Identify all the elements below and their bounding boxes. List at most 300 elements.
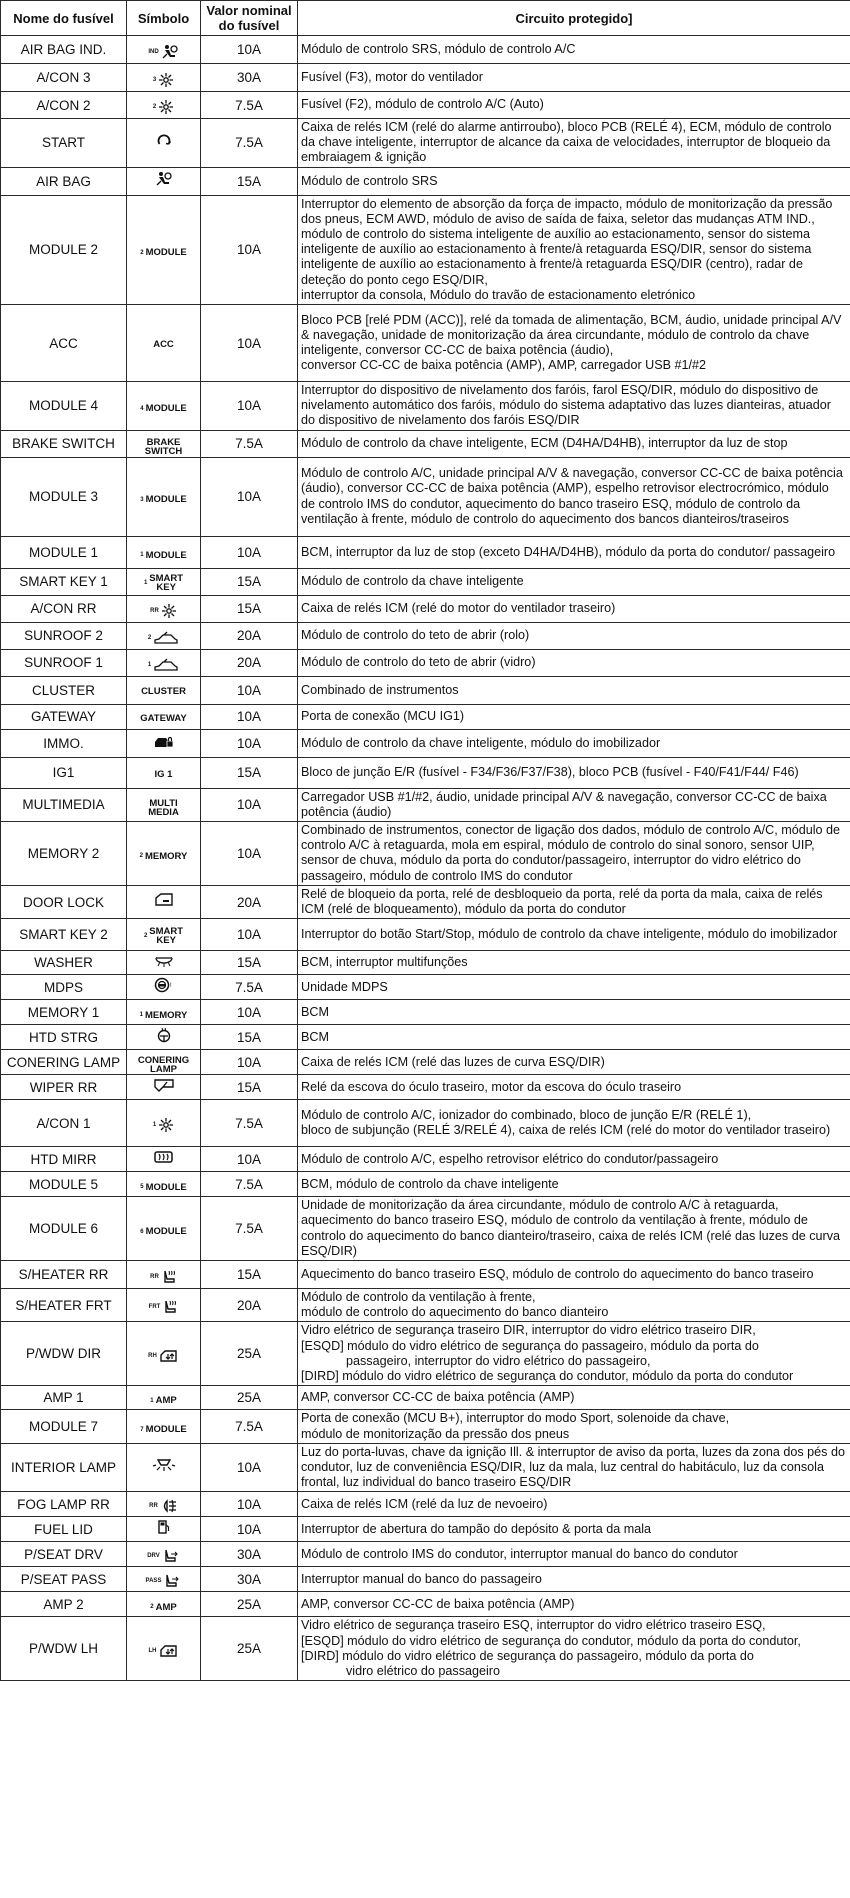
protected-circuit bbox=[298, 1100, 850, 1147]
protected-circuit bbox=[298, 951, 850, 975]
fuse-rating: 10A bbox=[201, 676, 298, 704]
fuse-symbol bbox=[127, 195, 201, 304]
fuse-rating: 15A bbox=[201, 595, 298, 622]
protected-circuit bbox=[298, 885, 850, 918]
circuit-line: Interruptor do botão Start/Stop, módulo de controlo da chave inteligente, módulo do imobilizador bbox=[301, 927, 838, 942]
symbol-superscript: 1 bbox=[147, 661, 152, 668]
symbol-superscript: 7 bbox=[140, 1426, 144, 1433]
symbol-label: MODULE bbox=[145, 1226, 187, 1238]
circuit-line: BCM, módulo de controlo da chave inteligente bbox=[301, 1176, 559, 1191]
circuit-line: Módulo de controlo do teto de abrir (vidro) bbox=[301, 655, 536, 670]
fuse-symbol bbox=[127, 382, 201, 431]
power-window-icon bbox=[159, 1348, 179, 1364]
fuse-symbol bbox=[127, 729, 201, 757]
symbol-superscript: 5 bbox=[140, 1184, 144, 1191]
fuse-rating: 25A bbox=[201, 1592, 298, 1617]
table-row bbox=[1, 1075, 850, 1100]
circuit-line: Unidade de monitorização da área circundante, módulo de controlo A/C à retaguarda, aquecimento do banco traseiro ESQ, módulo de controlo da ventilação à frente, módulo de controlo do aquecimento do banco dianteiro/traseiro, caixa de relés ICM (relé das luzes de curva ESQ/DIR) bbox=[301, 1198, 841, 1258]
protected-circuit bbox=[298, 382, 850, 431]
fuse-name: MODULE 4 bbox=[1, 382, 127, 431]
fuse-rating: 15A bbox=[201, 1075, 298, 1100]
circuit-line: Relé da escova do óculo traseiro, motor da escova do óculo traseiro bbox=[301, 1079, 682, 1094]
fuse-name: MODULE 6 bbox=[1, 1197, 127, 1261]
sunroof-icon bbox=[153, 657, 179, 673]
airbag-indicator-icon bbox=[161, 44, 179, 60]
fuse-symbol bbox=[127, 788, 201, 821]
fuse-symbol bbox=[127, 1100, 201, 1147]
table-row bbox=[1, 1617, 850, 1681]
fuse-symbol bbox=[127, 1322, 201, 1386]
fuse-name: SUNROOF 2 bbox=[1, 622, 127, 649]
fuse-name: START bbox=[1, 119, 127, 168]
symbol-superscript: RR bbox=[150, 1273, 159, 1280]
symbol-label: AMP bbox=[155, 1601, 177, 1613]
symbol-label: SMART KEY bbox=[149, 573, 184, 594]
fuse-rating: 7.5A bbox=[201, 975, 298, 1000]
circuit-line: Módulo de controlo da chave inteligente bbox=[301, 574, 524, 589]
symbol-superscript: LH bbox=[148, 1647, 157, 1654]
fuse-rating: 10A bbox=[201, 704, 298, 729]
protected-circuit bbox=[298, 1567, 850, 1592]
fuse-name: A/CON 1 bbox=[1, 1100, 127, 1147]
symbol-superscript: 2 bbox=[147, 634, 152, 641]
fan-icon bbox=[161, 603, 177, 619]
circuit-line: Porta de conexão (MCU IG1) bbox=[301, 709, 465, 724]
fuse-symbol bbox=[127, 595, 201, 622]
protected-circuit bbox=[298, 788, 850, 821]
sunroof-icon bbox=[153, 630, 179, 646]
fuse-symbol bbox=[127, 92, 201, 119]
table-row bbox=[1, 457, 850, 536]
fuse-rating: 10A bbox=[201, 195, 298, 304]
seat-heater-icon bbox=[161, 1269, 177, 1285]
fuse-rating: 15A bbox=[201, 1025, 298, 1050]
fuse-rating: 10A bbox=[201, 305, 298, 382]
table-row bbox=[1, 1172, 850, 1197]
circuit-line: Vidro elétrico de segurança traseiro DIR, interruptor do vidro elétrico traseiro DIR, bbox=[301, 1323, 756, 1338]
fuse-symbol bbox=[127, 64, 201, 92]
symbol-label: ACC bbox=[153, 339, 174, 351]
circuit-line: Interruptor do dispositivo de nivelamento dos faróis, farol ESQ/DIR, módulo do dispositivo de nivelamento automático dos faróis, módulo do sistema adaptativo das luzes dianteiras, atuador do dispositivo de nivelamento dos faróis ESQ/DIR bbox=[301, 383, 831, 428]
protected-circuit bbox=[298, 595, 850, 622]
table-row bbox=[1, 1100, 850, 1147]
fuse-symbol bbox=[127, 676, 201, 704]
fuse-rating: 30A bbox=[201, 1567, 298, 1592]
symbol-superscript: 6 bbox=[140, 1228, 144, 1235]
fuse-symbol bbox=[127, 430, 201, 457]
fuse-name: MODULE 2 bbox=[1, 195, 127, 304]
start-icon bbox=[156, 132, 172, 148]
fuse-symbol bbox=[127, 919, 201, 951]
protected-circuit bbox=[298, 704, 850, 729]
fuse-symbol bbox=[127, 1443, 201, 1492]
fuse-rating: 10A bbox=[201, 822, 298, 886]
fuse-rating: 7.5A bbox=[201, 1100, 298, 1147]
circuit-line: Módulo de controlo da chave inteligente, ECM (D4HA/D4HB), interruptor da luz de stop bbox=[301, 436, 788, 451]
fan-icon bbox=[158, 72, 174, 88]
fuse-name: MODULE 1 bbox=[1, 536, 127, 568]
symbol-superscript: 2 bbox=[152, 104, 157, 110]
fuse-symbol bbox=[127, 1025, 201, 1050]
circuit-line: conversor CC-CC de baixa potência (AMP), AMP, carregador USB #1/#2 bbox=[301, 358, 707, 373]
fuse-rating: 7.5A bbox=[201, 1197, 298, 1261]
symbol-superscript: 1 bbox=[139, 1012, 143, 1019]
interior-lamp-icon bbox=[152, 1457, 176, 1473]
circuit-line: Caixa de relés ICM (relé das luzes de curva ESQ/DIR) bbox=[301, 1054, 605, 1069]
circuit-line: Módulo de controlo A/C, ionizador do combinado, bloco de junção E/R (RELÉ 1), bbox=[301, 1108, 752, 1123]
table-row bbox=[1, 757, 850, 788]
table-row bbox=[1, 195, 850, 304]
fuse-name: SMART KEY 1 bbox=[1, 568, 127, 595]
symbol-superscript: RR bbox=[149, 1503, 158, 1510]
table-row bbox=[1, 382, 850, 431]
fuse-name: P/SEAT PASS bbox=[1, 1567, 127, 1592]
table-row bbox=[1, 951, 850, 975]
fuse-name: IMMO. bbox=[1, 729, 127, 757]
protected-circuit bbox=[298, 676, 850, 704]
fuse-rating: 7.5A bbox=[201, 92, 298, 119]
circuit-line: BCM, interruptor da luz de stop (exceto D4HA/D4HB), módulo da porta do condutor/ passageiro bbox=[301, 544, 836, 559]
protected-circuit bbox=[298, 1386, 850, 1410]
protected-circuit bbox=[298, 1542, 850, 1567]
fuse-rating: 20A bbox=[201, 1289, 298, 1322]
door-lock-icon bbox=[154, 892, 174, 908]
fuse-name: A/CON 2 bbox=[1, 92, 127, 119]
protected-circuit bbox=[298, 1289, 850, 1322]
table-row bbox=[1, 568, 850, 595]
fuse-name: CONERING LAMP bbox=[1, 1050, 127, 1075]
fuse-name: MODULE 7 bbox=[1, 1410, 127, 1443]
circuit-line: Módulo de controlo SRS, módulo de controlo A/C bbox=[301, 41, 576, 56]
fuse-symbol bbox=[127, 1197, 201, 1261]
fuse-symbol bbox=[127, 704, 201, 729]
fuse-rating: 10A bbox=[201, 382, 298, 431]
fuse-name: DOOR LOCK bbox=[1, 885, 127, 918]
fuse-name: CLUSTER bbox=[1, 676, 127, 704]
protected-circuit bbox=[298, 1147, 850, 1172]
fuse-symbol bbox=[127, 1386, 201, 1410]
fuse-name: MDPS bbox=[1, 975, 127, 1000]
circuit-line: BCM bbox=[301, 1029, 329, 1044]
symbol-superscript: FRT bbox=[148, 1304, 161, 1311]
table-row bbox=[1, 92, 850, 119]
table-row bbox=[1, 64, 850, 92]
symbol-label: IG 1 bbox=[154, 768, 173, 780]
circuit-line: Aquecimento do banco traseiro ESQ, módulo de controlo do aquecimento do banco traseiro bbox=[301, 1266, 814, 1281]
protected-circuit bbox=[298, 195, 850, 304]
fan-icon bbox=[158, 1117, 174, 1133]
symbol-superscript: 1 bbox=[143, 580, 148, 587]
fuse-symbol bbox=[127, 457, 201, 536]
symbol-superscript: RR bbox=[150, 607, 159, 614]
protected-circuit bbox=[298, 975, 850, 1000]
fuse-rating: 15A bbox=[201, 1261, 298, 1289]
circuit-line: Interruptor manual do banco do passageiro bbox=[301, 1571, 542, 1586]
fuse-rating: 15A bbox=[201, 757, 298, 788]
symbol-label: MEMORY bbox=[144, 1009, 188, 1021]
fuse-name: S/HEATER FRT bbox=[1, 1289, 127, 1322]
fuse-symbol bbox=[127, 167, 201, 195]
circuit-line: Módulo de controlo A/C, espelho retrovisor elétrico do condutor/passageiro bbox=[301, 1151, 719, 1166]
fuse-name: AMP 2 bbox=[1, 1592, 127, 1617]
fuse-rating: 25A bbox=[201, 1617, 298, 1681]
fuse-symbol bbox=[127, 1289, 201, 1322]
circuit-line: Módulo de controlo IMS do condutor, interruptor manual do banco do condutor bbox=[301, 1546, 738, 1561]
circuit-line: BCM bbox=[301, 1004, 329, 1019]
fuse-rating: 7.5A bbox=[201, 1172, 298, 1197]
fuse-symbol bbox=[127, 1147, 201, 1172]
fuse-name: HTD STRG bbox=[1, 1025, 127, 1050]
symbol-superscript: 1 bbox=[152, 1122, 157, 1129]
fuse-name: AIR BAG IND. bbox=[1, 36, 127, 64]
header-name: Nome do fusível bbox=[1, 1, 127, 36]
fuse-rating: 10A bbox=[201, 536, 298, 568]
table-row bbox=[1, 1197, 850, 1261]
symbol-superscript: 2 bbox=[140, 249, 144, 256]
protected-circuit bbox=[298, 568, 850, 595]
fuse-name: INTERIOR LAMP bbox=[1, 1443, 127, 1492]
protected-circuit bbox=[298, 919, 850, 951]
circuit-line: AMP, conversor CC-CC de baixa potência (AMP) bbox=[301, 1596, 575, 1611]
power-seat-icon bbox=[163, 1573, 181, 1589]
fuse-symbol bbox=[127, 1542, 201, 1567]
fuse-symbol bbox=[127, 649, 201, 676]
circuit-line: Combinado de instrumentos bbox=[301, 682, 459, 697]
fuse-name: MEMORY 2 bbox=[1, 822, 127, 886]
fuse-symbol bbox=[127, 305, 201, 382]
fuse-symbol bbox=[127, 36, 201, 64]
fuse-name: BRAKE SWITCH bbox=[1, 430, 127, 457]
fuse-rating: 25A bbox=[201, 1322, 298, 1386]
table-row bbox=[1, 649, 850, 676]
power-seat-icon bbox=[162, 1548, 180, 1564]
table-row bbox=[1, 676, 850, 704]
fuse-symbol bbox=[127, 1172, 201, 1197]
table-row bbox=[1, 1322, 850, 1386]
circuit-line: Porta de conexão (MCU B+), interruptor do modo Sport, solenoide da chave, bbox=[301, 1411, 730, 1426]
symbol-label: BRAKE SWITCH bbox=[144, 436, 183, 457]
protected-circuit bbox=[298, 1261, 850, 1289]
table-row bbox=[1, 1386, 850, 1410]
fuse-name: WIPER RR bbox=[1, 1075, 127, 1100]
header-rating: Valor nominal do fusível bbox=[201, 1, 298, 36]
symbol-label: CLUSTER bbox=[141, 686, 186, 698]
symbol-label: MODULE bbox=[145, 1424, 187, 1435]
fuse-rating: 10A bbox=[201, 1443, 298, 1492]
circuit-line: Bloco de junção E/R (fusível - F34/F36/F37/F38), bloco PCB (fusível - F40/F41/F44/ F46) bbox=[301, 765, 799, 780]
fuse-rating: 7.5A bbox=[201, 1410, 298, 1443]
fuse-name: P/SEAT DRV bbox=[1, 1542, 127, 1567]
fuse-name: AIR BAG bbox=[1, 167, 127, 195]
table-row bbox=[1, 430, 850, 457]
fuse-symbol bbox=[127, 1492, 201, 1517]
fuse-rating: 10A bbox=[201, 788, 298, 821]
protected-circuit bbox=[298, 92, 850, 119]
protected-circuit bbox=[298, 1592, 850, 1617]
power-window-icon bbox=[159, 1643, 179, 1659]
table-row bbox=[1, 822, 850, 886]
table-row bbox=[1, 1050, 850, 1075]
circuit-line: Interruptor de abertura do tampão do depósito & porta da mala bbox=[301, 1521, 652, 1536]
fuse-name: FOG LAMP RR bbox=[1, 1492, 127, 1517]
protected-circuit bbox=[298, 729, 850, 757]
fuse-rating: 30A bbox=[201, 1542, 298, 1567]
protected-circuit bbox=[298, 1410, 850, 1443]
table-row bbox=[1, 1410, 850, 1443]
protected-circuit bbox=[298, 1172, 850, 1197]
svg-text:!: ! bbox=[169, 982, 172, 989]
circuit-line: Relé de bloqueio da porta, relé de desbloqueio da porta, relé da porta da mala, caixa de relés ICM (relé de bloqueamento), módulo da porta do condutor bbox=[301, 886, 823, 917]
table-row bbox=[1, 788, 850, 821]
circuit-line: Carregador USB #1/#2, áudio, unidade principal A/V & navegação, conversor CC-CC de baixa potência (áudio) bbox=[301, 789, 827, 819]
fuse-name: MODULE 5 bbox=[1, 1172, 127, 1197]
fuse-rating: 10A bbox=[201, 1517, 298, 1542]
airbag-icon bbox=[155, 171, 173, 187]
protected-circuit bbox=[298, 1492, 850, 1517]
table-row bbox=[1, 1542, 850, 1567]
fuse-name: P/WDW LH bbox=[1, 1617, 127, 1681]
circuit-line: interruptor da consola, Módulo do travão de estacionamento eletrónico bbox=[301, 287, 696, 302]
fuse-symbol bbox=[127, 1567, 201, 1592]
washer-icon bbox=[153, 952, 175, 968]
fuel-icon bbox=[157, 1519, 171, 1535]
protected-circuit bbox=[298, 1517, 850, 1542]
table-row bbox=[1, 1261, 850, 1289]
fan-icon bbox=[158, 99, 174, 115]
fuse-rating: 20A bbox=[201, 622, 298, 649]
fuse-symbol bbox=[127, 119, 201, 168]
heated-mirror-icon bbox=[153, 1149, 175, 1165]
symbol-label: MODULE bbox=[145, 247, 187, 259]
fuse-name: SUNROOF 1 bbox=[1, 649, 127, 676]
symbol-superscript: 2 bbox=[150, 1604, 154, 1611]
symbol-superscript: IND bbox=[148, 48, 159, 55]
heated-steering-icon bbox=[156, 1027, 172, 1043]
circuit-line: [DIRD] módulo do vidro elétrico de segurança do passageiro, módulo da porta do bbox=[301, 1648, 754, 1663]
fuse-symbol bbox=[127, 536, 201, 568]
fuse-rating: 10A bbox=[201, 36, 298, 64]
circuit-line: Luz do porta-luvas, chave da ignição Ill. & interruptor de aviso da porta, luzes da zona dos pés do condutor, luz de conveniência ESQ/DIR, luz da mala, luz central do habitáculo, luz da consola frontal, luz individual do banco traseiro ESQ/DIR bbox=[301, 1444, 845, 1490]
circuit-line: Bloco PCB [relé PDM (ACC)], relé da tomada de alimentação, BCM, áudio, unidade principal A/V & navegação, unidade de monitorização da área circundante, módulo de controlo da chave inteligente, conversor CC-CC de baixa potência (áudio), bbox=[301, 312, 842, 358]
protected-circuit bbox=[298, 457, 850, 536]
protected-circuit bbox=[298, 1050, 850, 1075]
fuse-rating: 10A bbox=[201, 1147, 298, 1172]
table-row bbox=[1, 305, 850, 382]
seat-heater-icon bbox=[162, 1299, 178, 1315]
fuse-name: WASHER bbox=[1, 951, 127, 975]
protected-circuit bbox=[298, 757, 850, 788]
symbol-superscript: PASS bbox=[145, 1578, 162, 1585]
fuse-symbol bbox=[127, 951, 201, 975]
protected-circuit bbox=[298, 1025, 850, 1050]
mdps-icon bbox=[152, 977, 176, 993]
protected-circuit bbox=[298, 822, 850, 886]
fuse-rating: 25A bbox=[201, 1386, 298, 1410]
circuit-line: Caixa de relés ICM (relé do motor do ventilador traseiro) bbox=[301, 601, 616, 616]
table-row bbox=[1, 595, 850, 622]
table-row bbox=[1, 729, 850, 757]
table-row bbox=[1, 1567, 850, 1592]
fuse-symbol bbox=[127, 622, 201, 649]
symbol-superscript: DRV bbox=[147, 1553, 160, 1560]
circuit-line: AMP, conversor CC-CC de baixa potência (AMP) bbox=[301, 1390, 575, 1405]
table-row bbox=[1, 536, 850, 568]
symbol-label: GATEWAY bbox=[140, 712, 187, 724]
fuse-name: P/WDW DIR bbox=[1, 1322, 127, 1386]
symbol-label: AMP bbox=[155, 1395, 177, 1407]
circuit-line: Interruptor do elemento de absorção da força de impacto, módulo de monitorização da pressão dos pneus, ECM AWD, módulo de aviso de saída de faixa, seletor das mudanças ATM IND., módulo de controlo do sistema inteligente de auxílio ao estacionamento, sensor do sistema inteligente de auxílio ao estacionamento à frente/à retaguarda ESQ/DIR, sensor do sistema inteligente de auxílio ao estacionamento à frente/à retaguarda ESQ/DIR (centro), radar de deteção do ponto cego ESQ/DIR, bbox=[301, 196, 833, 287]
table-row bbox=[1, 1025, 850, 1050]
symbol-superscript: 4 bbox=[140, 405, 144, 412]
circuit-line: Caixa de relés ICM (relé da luz de nevoeiro) bbox=[301, 1496, 548, 1511]
table-row bbox=[1, 1289, 850, 1322]
fuse-table-body bbox=[1, 36, 850, 1681]
fuse-symbol bbox=[127, 1517, 201, 1542]
fuse-name: A/CON 3 bbox=[1, 64, 127, 92]
symbol-label: MODULE bbox=[145, 549, 187, 561]
fuse-name: FUEL LID bbox=[1, 1517, 127, 1542]
fuse-rating: 20A bbox=[201, 885, 298, 918]
symbol-superscript: 2 bbox=[143, 933, 148, 940]
protected-circuit bbox=[298, 119, 850, 168]
circuit-line: módulo de monitorização da pressão dos pneus bbox=[301, 1426, 570, 1441]
protected-circuit bbox=[298, 1197, 850, 1261]
circuit-line: Unidade MDPS bbox=[301, 979, 388, 994]
fuse-rating: 10A bbox=[201, 919, 298, 951]
header-circuit: Circuito protegido] bbox=[298, 1, 850, 36]
circuit-line: módulo de controlo do aquecimento do banco dianteiro bbox=[301, 1305, 609, 1320]
protected-circuit bbox=[298, 305, 850, 382]
fuse-rating: 15A bbox=[201, 568, 298, 595]
fuse-rating: 30A bbox=[201, 64, 298, 92]
fuse-rating: 20A bbox=[201, 649, 298, 676]
table-row bbox=[1, 885, 850, 918]
symbol-label: MODULE bbox=[145, 403, 187, 415]
circuit-line: [DIRD] módulo do vidro elétrico de segurança do condutor, módulo da porta do condutor bbox=[301, 1369, 794, 1384]
fuse-name: ACC bbox=[1, 305, 127, 382]
symbol-label: CONERING LAMP bbox=[137, 1055, 190, 1076]
protected-circuit bbox=[298, 430, 850, 457]
fuse-rating: 7.5A bbox=[201, 119, 298, 168]
protected-circuit bbox=[298, 1000, 850, 1025]
circuit-line: [ESQD] módulo do vidro elétrico de segurança do condutor, módulo da porta do condutor, bbox=[301, 1633, 801, 1648]
protected-circuit bbox=[298, 536, 850, 568]
fuse-symbol bbox=[127, 1617, 201, 1681]
protected-circuit bbox=[298, 64, 850, 92]
fuse-symbol bbox=[127, 885, 201, 918]
table-row bbox=[1, 919, 850, 951]
circuit-line: Caixa de relés ICM (relé do alarme antirroubo), bloco PCB (RELÉ 4), ECM, módulo de controlo da chave inteligente, interruptor de alcance da caixa de velocidades, interruptor de bloqueio da embraiagem & ignição bbox=[301, 120, 832, 165]
table-row bbox=[1, 975, 850, 1000]
fuse-rating: 10A bbox=[201, 729, 298, 757]
protected-circuit bbox=[298, 167, 850, 195]
fuse-symbol bbox=[127, 1050, 201, 1075]
fuse-symbol bbox=[127, 1075, 201, 1100]
symbol-label: MULTI MEDIA bbox=[148, 797, 179, 818]
table-row bbox=[1, 1592, 850, 1617]
circuit-line: Vidro elétrico de segurança traseiro ESQ, interruptor do vidro elétrico traseiro ESQ, bbox=[301, 1618, 766, 1633]
circuit-line: bloco de subjunção (RELÉ 3/RELÉ 4), caixa de relés ICM (relé do motor do ventilador traseiro) bbox=[301, 1123, 831, 1138]
fuse-name: MODULE 3 bbox=[1, 457, 127, 536]
table-row bbox=[1, 1000, 850, 1025]
rear-wiper-icon bbox=[153, 1077, 175, 1093]
table-row bbox=[1, 1443, 850, 1492]
circuit-line: [ESQD] módulo do vidro elétrico de segurança do passageiro, módulo da porta do bbox=[301, 1338, 759, 1353]
circuit-line: Módulo de controlo do teto de abrir (rolo) bbox=[301, 628, 530, 643]
symbol-superscript: 2 bbox=[139, 853, 143, 860]
symbol-superscript: RH bbox=[148, 1352, 157, 1359]
table-row bbox=[1, 167, 850, 195]
